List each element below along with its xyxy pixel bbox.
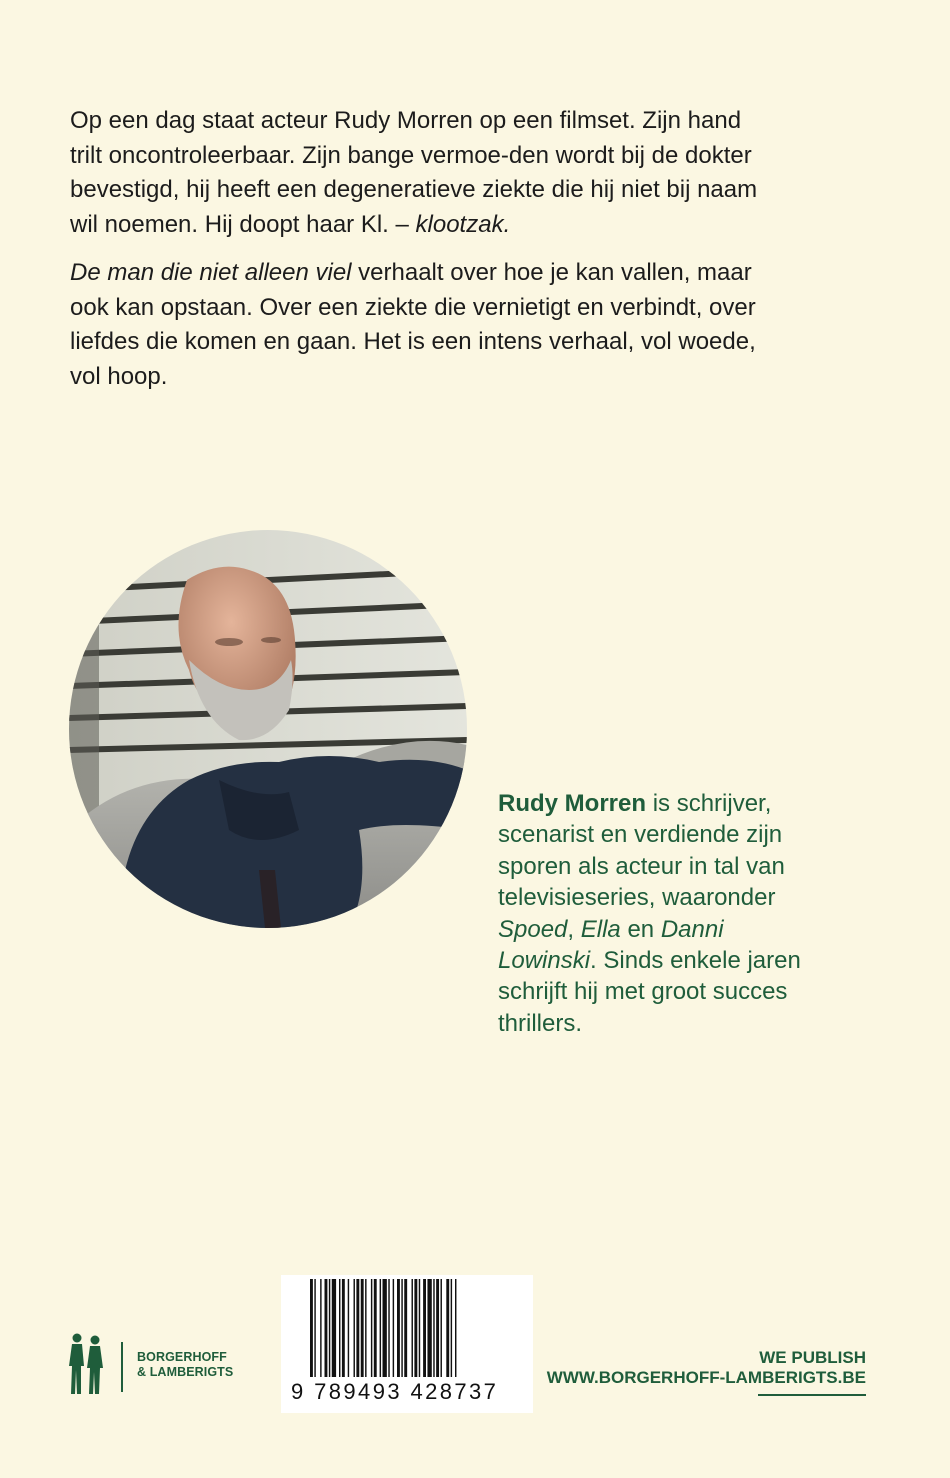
barcode-bar [441,1279,442,1377]
bio-text-3: . Sinds enkele jaren schrijft hij met groot succes thrillers. [498,947,801,1037]
website-underline [758,1394,866,1396]
publisher-website: WWW.BORGERHOFF-LAMBERIGTS.BE [546,1368,866,1387]
barcode-bar [401,1279,402,1377]
barcode-bar [348,1279,349,1377]
barcode-bar [433,1279,434,1377]
barcode [281,1275,533,1413]
publisher-name [137,1350,277,1380]
barcode-bar [371,1279,372,1377]
blurb-emphasis: klootzak. [415,210,511,238]
barcode-bar [455,1279,456,1377]
series-danni-lowinski: Danni Lowinski [498,915,724,975]
barcode-bar [393,1279,394,1377]
barcode-bar [314,1279,315,1377]
barcode-bar [419,1279,420,1377]
barcode-bar [380,1279,381,1377]
publisher-name-line-2: & LAMBERIGTS [137,1365,234,1379]
blurb-text-2: verhaalt over hoe je kan vallen, maar ook kan opstaan. Over een ziekte die vernietigt en verbindt, over liefdes die komen en gaan. Het is een intens verhaal, vol woede, vol hoop. [70,259,756,390]
barcode-bar [339,1279,340,1377]
barcode-bar [383,1279,387,1377]
bio-comma: , [567,915,575,943]
barcode-bar [414,1279,417,1377]
back-cover-blurb [70,104,770,394]
barcode-bar [436,1279,439,1377]
author-bio [498,788,828,1039]
barcode-bar [325,1279,328,1377]
barcode-bar [342,1279,345,1377]
barcode-bar [361,1279,364,1377]
barcode-bar [451,1279,452,1377]
barcode-bar [354,1279,355,1377]
barcode-bar [374,1279,377,1377]
isbn-number: 9 789493 428737 [291,1379,499,1404]
author-name: Rudy Morren [498,790,647,817]
publisher-website-block [547,1348,866,1396]
logo-divider [121,1342,123,1392]
barcode-bar [332,1279,336,1377]
barcode-bar [320,1279,321,1377]
bio-text-1: is schrijver, scenarist en verdiende zijn sporen als acteur in tal van televisieseries, waaronder [498,790,785,912]
series-ella: Ella [580,915,621,943]
barcode-bar [388,1279,389,1377]
barcode-bar [404,1279,407,1377]
barcode-bar [329,1279,330,1377]
barcode-bar [356,1279,359,1377]
bio-text-2: en [627,915,655,943]
publisher-slogan: WE PUBLISH [759,1348,866,1367]
barcode-bar [427,1279,431,1377]
publisher-figures-icon [64,1332,110,1398]
blurb-paragraph-1 [70,104,770,242]
barcode-bar [397,1279,400,1377]
barcode-bar [446,1279,449,1377]
barcode-bars [310,1279,504,1377]
publisher-name-line-1: BORGERHOFF [137,1350,227,1364]
book-title: De man die niet alleen viel [70,259,352,286]
barcode-bar [365,1279,366,1377]
blurb-text-1: Op een dag staat acteur Rudy Morren op een filmset. Zijn hand trilt oncontroleerbaar. Zijn bange vermoe-den wordt bij de dokter bevestigd, hij heeft een degeneratieve ziekte die hij niet bij naam wil noemen. Hij doopt haar Kl. – [70,107,758,238]
barcode-bar [423,1279,426,1377]
series-spoed: Spoed [498,915,568,943]
barcode-bar [310,1279,313,1377]
author-portrait [69,530,467,928]
blurb-paragraph-2 [70,256,770,394]
barcode-bar [412,1279,413,1377]
